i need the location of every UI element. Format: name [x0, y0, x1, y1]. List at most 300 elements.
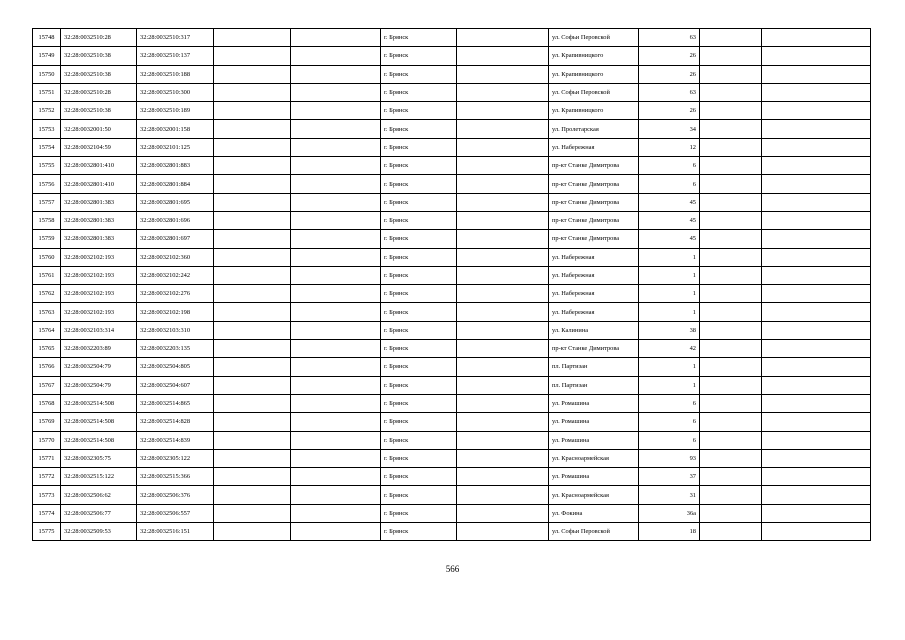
empty-cell: [457, 83, 549, 101]
house-number: 1: [639, 376, 700, 394]
empty-cell: [700, 504, 762, 522]
empty-cell: [457, 211, 549, 229]
record-number: 15748: [33, 29, 61, 47]
empty-cell: [214, 120, 291, 138]
parcel-cadastral-number: 32:28:0032514:508: [61, 413, 137, 431]
city: г. Брянск: [381, 102, 457, 120]
object-cadastral-number: 32:28:0032506:376: [137, 486, 214, 504]
record-number: 15752: [33, 102, 61, 120]
empty-cell: [762, 47, 871, 65]
empty-cell: [291, 504, 381, 522]
object-cadastral-number: 32:28:0032504:805: [137, 358, 214, 376]
city: г. Брянск: [381, 523, 457, 541]
empty-cell: [700, 29, 762, 47]
city: г. Брянск: [381, 358, 457, 376]
city: г. Брянск: [381, 83, 457, 101]
object-cadastral-number: 32:28:0032801:695: [137, 193, 214, 211]
parcel-cadastral-number: 32:28:0032510:28: [61, 83, 137, 101]
city: г. Брянск: [381, 120, 457, 138]
record-number: 15757: [33, 193, 61, 211]
city: г. Брянск: [381, 266, 457, 284]
street: ул. Набережная: [549, 138, 639, 156]
parcel-cadastral-number: 32:28:0032510:38: [61, 47, 137, 65]
empty-cell: [457, 449, 549, 467]
object-cadastral-number: 32:28:0032102:198: [137, 303, 214, 321]
house-number: 36а: [639, 504, 700, 522]
empty-cell: [700, 468, 762, 486]
empty-cell: [214, 230, 291, 248]
registry-table: [32, 28, 871, 541]
empty-cell: [214, 83, 291, 101]
empty-cell: [291, 321, 381, 339]
empty-cell: [700, 321, 762, 339]
empty-cell: [762, 266, 871, 284]
record-number: 15753: [33, 120, 61, 138]
empty-cell: [700, 211, 762, 229]
city: г. Брянск: [381, 394, 457, 412]
empty-cell: [291, 120, 381, 138]
empty-cell: [700, 175, 762, 193]
record-number: 15771: [33, 449, 61, 467]
street: ул. Пролетарская: [549, 120, 639, 138]
street: ул. Ромашина: [549, 431, 639, 449]
record-number: 15770: [33, 431, 61, 449]
object-cadastral-number: 32:28:0032506:557: [137, 504, 214, 522]
empty-cell: [214, 431, 291, 449]
table-row: [33, 266, 871, 284]
record-number: 15762: [33, 285, 61, 303]
table-row: [33, 102, 871, 120]
object-cadastral-number: 32:28:0032514:828: [137, 413, 214, 431]
house-number: 1: [639, 248, 700, 266]
house-number: 45: [639, 193, 700, 211]
city: г. Брянск: [381, 504, 457, 522]
street: пр-кт Станке Димитрова: [549, 230, 639, 248]
object-cadastral-number: 32:28:0032504:607: [137, 376, 214, 394]
record-number: 15767: [33, 376, 61, 394]
street: пр-кт Станке Димитрова: [549, 193, 639, 211]
object-cadastral-number: 32:28:0032801:697: [137, 230, 214, 248]
street: ул. Ромашина: [549, 413, 639, 431]
empty-cell: [700, 248, 762, 266]
empty-cell: [700, 102, 762, 120]
record-number: 15769: [33, 413, 61, 431]
parcel-cadastral-number: 32:28:0032506:77: [61, 504, 137, 522]
empty-cell: [214, 138, 291, 156]
empty-cell: [457, 358, 549, 376]
empty-cell: [214, 394, 291, 412]
house-number: 6: [639, 413, 700, 431]
table-row: [33, 285, 871, 303]
table-row: [33, 175, 871, 193]
record-number: 15761: [33, 266, 61, 284]
city: г. Брянск: [381, 303, 457, 321]
street: пр-кт Станке Димитрова: [549, 175, 639, 193]
city: г. Брянск: [381, 321, 457, 339]
empty-cell: [214, 340, 291, 358]
object-cadastral-number: 32:28:0032516:151: [137, 523, 214, 541]
empty-cell: [700, 230, 762, 248]
empty-cell: [700, 83, 762, 101]
empty-cell: [214, 413, 291, 431]
object-cadastral-number: 32:28:0032510:188: [137, 65, 214, 83]
parcel-cadastral-number: 32:28:0032102:193: [61, 285, 137, 303]
empty-cell: [291, 193, 381, 211]
empty-cell: [762, 157, 871, 175]
house-number: 26: [639, 47, 700, 65]
house-number: 45: [639, 230, 700, 248]
empty-cell: [762, 102, 871, 120]
empty-cell: [291, 175, 381, 193]
object-cadastral-number: 32:28:0032103:310: [137, 321, 214, 339]
city: г. Брянск: [381, 193, 457, 211]
empty-cell: [291, 248, 381, 266]
empty-cell: [700, 47, 762, 65]
street: пр-кт Станке Димитрова: [549, 340, 639, 358]
object-cadastral-number: 32:28:0032801:883: [137, 157, 214, 175]
empty-cell: [762, 486, 871, 504]
parcel-cadastral-number: 32:28:0032514:508: [61, 431, 137, 449]
record-number: 15749: [33, 47, 61, 65]
record-number: 15766: [33, 358, 61, 376]
record-number: 15763: [33, 303, 61, 321]
empty-cell: [214, 321, 291, 339]
empty-cell: [457, 321, 549, 339]
house-number: 6: [639, 394, 700, 412]
empty-cell: [457, 486, 549, 504]
empty-cell: [762, 394, 871, 412]
house-number: 6: [639, 157, 700, 175]
house-number: 63: [639, 29, 700, 47]
empty-cell: [762, 29, 871, 47]
empty-cell: [457, 248, 549, 266]
parcel-cadastral-number: 32:28:0032506:62: [61, 486, 137, 504]
street: ул. Крапивницкого: [549, 47, 639, 65]
parcel-cadastral-number: 32:28:0032514:508: [61, 394, 137, 412]
table-row: [33, 486, 871, 504]
empty-cell: [214, 193, 291, 211]
street: ул. Ромашина: [549, 394, 639, 412]
empty-cell: [291, 486, 381, 504]
object-cadastral-number: 32:28:0032001:158: [137, 120, 214, 138]
table-row: [33, 230, 871, 248]
parcel-cadastral-number: 32:28:0032510:38: [61, 102, 137, 120]
table-row: [33, 47, 871, 65]
house-number: 38: [639, 321, 700, 339]
house-number: 93: [639, 449, 700, 467]
parcel-cadastral-number: 32:28:0032104:59: [61, 138, 137, 156]
house-number: 37: [639, 468, 700, 486]
object-cadastral-number: 32:28:0032515:366: [137, 468, 214, 486]
empty-cell: [762, 211, 871, 229]
empty-cell: [457, 523, 549, 541]
empty-cell: [457, 266, 549, 284]
empty-cell: [457, 193, 549, 211]
empty-cell: [762, 358, 871, 376]
city: г. Брянск: [381, 211, 457, 229]
table-row: [33, 394, 871, 412]
empty-cell: [214, 504, 291, 522]
empty-cell: [457, 47, 549, 65]
table-row: [33, 340, 871, 358]
empty-cell: [700, 285, 762, 303]
object-cadastral-number: 32:28:0032510:317: [137, 29, 214, 47]
house-number: 6: [639, 431, 700, 449]
object-cadastral-number: 32:28:0032102:360: [137, 248, 214, 266]
empty-cell: [291, 340, 381, 358]
city: г. Брянск: [381, 29, 457, 47]
house-number: 31: [639, 486, 700, 504]
empty-cell: [457, 102, 549, 120]
empty-cell: [214, 523, 291, 541]
parcel-cadastral-number: 32:28:0032102:193: [61, 266, 137, 284]
table-row: [33, 376, 871, 394]
empty-cell: [214, 47, 291, 65]
parcel-cadastral-number: 32:28:0032102:193: [61, 303, 137, 321]
empty-cell: [291, 102, 381, 120]
parcel-cadastral-number: 32:28:0032203:89: [61, 340, 137, 358]
empty-cell: [700, 449, 762, 467]
table-row: [33, 523, 871, 541]
record-number: 15764: [33, 321, 61, 339]
empty-cell: [762, 523, 871, 541]
table-row: [33, 468, 871, 486]
house-number: 26: [639, 102, 700, 120]
empty-cell: [214, 358, 291, 376]
empty-cell: [457, 120, 549, 138]
parcel-cadastral-number: 32:28:0032504:79: [61, 358, 137, 376]
empty-cell: [762, 449, 871, 467]
record-number: 15760: [33, 248, 61, 266]
object-cadastral-number: 32:28:0032514:839: [137, 431, 214, 449]
city: г. Брянск: [381, 175, 457, 193]
empty-cell: [291, 431, 381, 449]
page-number: 566: [445, 564, 460, 574]
city: г. Брянск: [381, 230, 457, 248]
city: г. Брянск: [381, 431, 457, 449]
empty-cell: [457, 340, 549, 358]
empty-cell: [457, 376, 549, 394]
empty-cell: [291, 47, 381, 65]
record-number: 15751: [33, 83, 61, 101]
empty-cell: [291, 413, 381, 431]
city: г. Брянск: [381, 138, 457, 156]
street: ул. Софьи Перовской: [549, 29, 639, 47]
object-cadastral-number: 32:28:0032102:276: [137, 285, 214, 303]
empty-cell: [291, 376, 381, 394]
object-cadastral-number: 32:28:0032514:865: [137, 394, 214, 412]
table-row: [33, 504, 871, 522]
object-cadastral-number: 32:28:0032305:122: [137, 449, 214, 467]
empty-cell: [457, 394, 549, 412]
parcel-cadastral-number: 32:28:0032504:79: [61, 376, 137, 394]
empty-cell: [214, 266, 291, 284]
object-cadastral-number: 32:28:0032510:189: [137, 102, 214, 120]
object-cadastral-number: 32:28:0032801:884: [137, 175, 214, 193]
empty-cell: [700, 266, 762, 284]
house-number: 1: [639, 266, 700, 284]
city: г. Брянск: [381, 449, 457, 467]
record-number: 15758: [33, 211, 61, 229]
record-number: 15768: [33, 394, 61, 412]
empty-cell: [291, 394, 381, 412]
city: г. Брянск: [381, 486, 457, 504]
empty-cell: [291, 468, 381, 486]
empty-cell: [457, 138, 549, 156]
street: ул. Крапивницкого: [549, 102, 639, 120]
empty-cell: [700, 120, 762, 138]
table-row: [33, 248, 871, 266]
record-number: 15750: [33, 65, 61, 83]
empty-cell: [457, 504, 549, 522]
house-number: 1: [639, 303, 700, 321]
empty-cell: [457, 230, 549, 248]
parcel-cadastral-number: 32:28:0032103:314: [61, 321, 137, 339]
empty-cell: [762, 138, 871, 156]
table-row: [33, 431, 871, 449]
empty-cell: [214, 376, 291, 394]
empty-cell: [700, 358, 762, 376]
empty-cell: [762, 340, 871, 358]
table-row: [33, 157, 871, 175]
street: ул. Софьи Перовской: [549, 83, 639, 101]
empty-cell: [214, 175, 291, 193]
empty-cell: [700, 303, 762, 321]
object-cadastral-number: 32:28:0032203:135: [137, 340, 214, 358]
table-row: [33, 358, 871, 376]
empty-cell: [291, 157, 381, 175]
city: г. Брянск: [381, 65, 457, 83]
empty-cell: [457, 431, 549, 449]
record-number: 15772: [33, 468, 61, 486]
empty-cell: [291, 285, 381, 303]
empty-cell: [762, 504, 871, 522]
table-row: [33, 413, 871, 431]
object-cadastral-number: 32:28:0032510:300: [137, 83, 214, 101]
house-number: 1: [639, 285, 700, 303]
street: ул. Набережная: [549, 248, 639, 266]
empty-cell: [700, 157, 762, 175]
empty-cell: [214, 449, 291, 467]
empty-cell: [700, 523, 762, 541]
empty-cell: [214, 303, 291, 321]
object-cadastral-number: 32:28:0032102:242: [137, 266, 214, 284]
city: г. Брянск: [381, 413, 457, 431]
table-row: [33, 303, 871, 321]
parcel-cadastral-number: 32:28:0032801:410: [61, 157, 137, 175]
empty-cell: [762, 321, 871, 339]
empty-cell: [291, 83, 381, 101]
empty-cell: [457, 285, 549, 303]
street: ул. Калинина: [549, 321, 639, 339]
house-number: 26: [639, 65, 700, 83]
empty-cell: [762, 248, 871, 266]
empty-cell: [700, 193, 762, 211]
empty-cell: [457, 65, 549, 83]
parcel-cadastral-number: 32:28:0032305:75: [61, 449, 137, 467]
record-number: 15759: [33, 230, 61, 248]
empty-cell: [291, 449, 381, 467]
empty-cell: [762, 120, 871, 138]
empty-cell: [214, 29, 291, 47]
city: г. Брянск: [381, 47, 457, 65]
house-number: 1: [639, 358, 700, 376]
record-number: 15775: [33, 523, 61, 541]
empty-cell: [762, 303, 871, 321]
empty-cell: [291, 230, 381, 248]
parcel-cadastral-number: 32:28:0032510:28: [61, 29, 137, 47]
empty-cell: [291, 211, 381, 229]
street: ул. Фокина: [549, 504, 639, 522]
house-number: 12: [639, 138, 700, 156]
empty-cell: [700, 138, 762, 156]
record-number: 15755: [33, 157, 61, 175]
empty-cell: [291, 303, 381, 321]
empty-cell: [291, 65, 381, 83]
city: г. Брянск: [381, 157, 457, 175]
empty-cell: [457, 29, 549, 47]
empty-cell: [700, 413, 762, 431]
empty-cell: [291, 358, 381, 376]
street: пл. Партизан: [549, 376, 639, 394]
city: г. Брянск: [381, 285, 457, 303]
object-cadastral-number: 32:28:0032801:696: [137, 211, 214, 229]
house-number: 18: [639, 523, 700, 541]
street: ул. Крапивницкого: [549, 65, 639, 83]
record-number: 15754: [33, 138, 61, 156]
parcel-cadastral-number: 32:28:0032801:383: [61, 193, 137, 211]
empty-cell: [457, 468, 549, 486]
empty-cell: [214, 65, 291, 83]
table-row: [33, 193, 871, 211]
empty-cell: [457, 157, 549, 175]
empty-cell: [457, 413, 549, 431]
street: ул. Набережная: [549, 303, 639, 321]
object-cadastral-number: 32:28:0032510:137: [137, 47, 214, 65]
empty-cell: [700, 394, 762, 412]
street: пл. Партизан: [549, 358, 639, 376]
street: ул. Софьи Перовской: [549, 523, 639, 541]
parcel-cadastral-number: 32:28:0032510:38: [61, 65, 137, 83]
empty-cell: [762, 431, 871, 449]
table-row: [33, 211, 871, 229]
empty-cell: [762, 65, 871, 83]
street: ул. Красноармейская: [549, 449, 639, 467]
empty-cell: [762, 413, 871, 431]
table-row: [33, 449, 871, 467]
empty-cell: [457, 175, 549, 193]
street: ул. Набережная: [549, 266, 639, 284]
empty-cell: [762, 230, 871, 248]
house-number: 34: [639, 120, 700, 138]
empty-cell: [700, 65, 762, 83]
empty-cell: [700, 486, 762, 504]
object-cadastral-number: 32:28:0032101:125: [137, 138, 214, 156]
table-row: [33, 29, 871, 47]
city: г. Брянск: [381, 248, 457, 266]
empty-cell: [762, 175, 871, 193]
empty-cell: [762, 376, 871, 394]
record-number: 15756: [33, 175, 61, 193]
empty-cell: [700, 376, 762, 394]
street: ул. Ромашина: [549, 468, 639, 486]
table-row: [33, 83, 871, 101]
city: г. Брянск: [381, 340, 457, 358]
city: г. Брянск: [381, 376, 457, 394]
empty-cell: [762, 468, 871, 486]
empty-cell: [214, 486, 291, 504]
empty-cell: [214, 102, 291, 120]
